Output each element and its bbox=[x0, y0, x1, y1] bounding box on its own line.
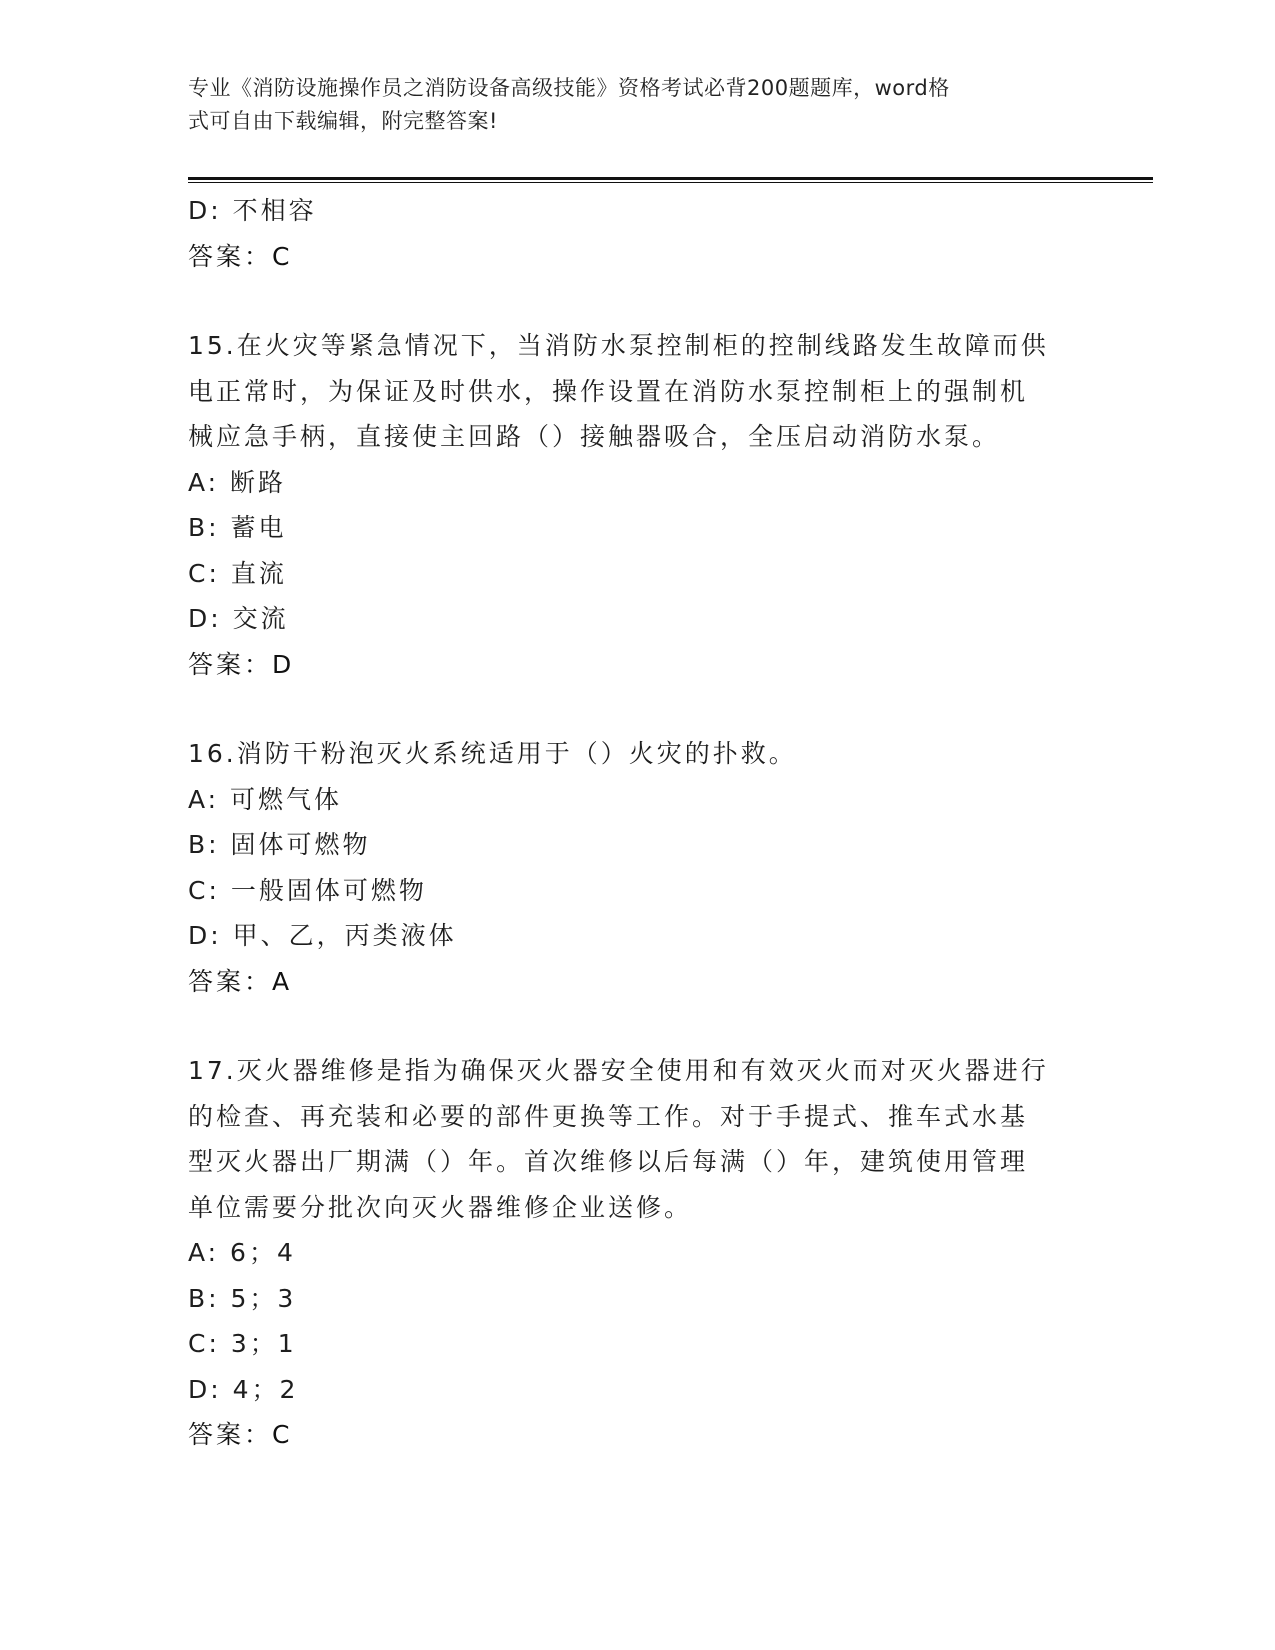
spacer bbox=[188, 279, 1088, 323]
option-d: D: 不相容 bbox=[188, 196, 317, 225]
question-text-line: 16.消防干粉泡灭火系统适用于（）火灾的扑救。 bbox=[188, 739, 797, 768]
answer-line: 答案：A bbox=[188, 966, 293, 996]
option-b: B: 蓄电 bbox=[188, 513, 287, 542]
spacer bbox=[188, 687, 1088, 731]
question-block-15 bbox=[188, 323, 1088, 687]
question-text-line: 17.灭火器维修是指为确保灭火器安全使用和有效灭火而对灭火器进行 bbox=[188, 1056, 1049, 1085]
question-block-17 bbox=[188, 1048, 1088, 1458]
question-text-line: 电正常时，为保证及时供水，操作设置在消防水泵控制柜上的强制机 bbox=[188, 376, 1029, 406]
question-text-line: 的检查、再充装和必要的部件更换等工作。对于手提式、推车式水基 bbox=[188, 1101, 1029, 1131]
option-c: C: 一般固体可燃物 bbox=[188, 875, 427, 905]
option-a: A: 6；4 bbox=[188, 1238, 296, 1267]
question-block-16 bbox=[188, 731, 1088, 1004]
option-d: D: 甲、乙，丙类液体 bbox=[188, 921, 457, 950]
question-text-line: 15.在火灾等紧急情况下，当消防水泵控制柜的控制线路发生故障而供 bbox=[188, 331, 1049, 360]
question-text-line: 单位需要分批次向灭火器维修企业送修。 bbox=[188, 1192, 693, 1222]
option-a: A: 可燃气体 bbox=[188, 784, 343, 814]
header-rule-thick bbox=[188, 177, 1153, 180]
question-content bbox=[188, 188, 1088, 1458]
document-header bbox=[188, 72, 1068, 138]
option-c: C: 3；1 bbox=[188, 1329, 297, 1358]
option-b: B: 5；3 bbox=[188, 1283, 297, 1313]
answer-line: 答案：D bbox=[188, 649, 295, 679]
answer-line: 答案：C bbox=[188, 241, 293, 271]
header-line-1: 专业《消防设施操作员之消防设备高级技能》资格考试必背200题题库，word格 bbox=[188, 76, 950, 100]
answer-line: 答案：C bbox=[188, 1420, 293, 1449]
option-c: C: 直流 bbox=[188, 558, 287, 588]
option-b: B: 固体可燃物 bbox=[188, 830, 371, 859]
option-d: D: 4；2 bbox=[188, 1374, 299, 1404]
header-line-2: 式可自由下载编辑，附完整答案! bbox=[188, 109, 498, 133]
header-rule-thin bbox=[188, 182, 1153, 183]
option-d: D: 交流 bbox=[188, 604, 289, 633]
spacer bbox=[188, 1004, 1088, 1048]
question-text-line: 型灭火器出厂期满（）年。首次维修以后每满（）年，建筑使用管理 bbox=[188, 1147, 1029, 1176]
option-a: A: 断路 bbox=[188, 467, 287, 497]
question-text-line: 械应急手柄，直接使主回路（）接触器吸合，全压启动消防水泵。 bbox=[188, 422, 1001, 451]
